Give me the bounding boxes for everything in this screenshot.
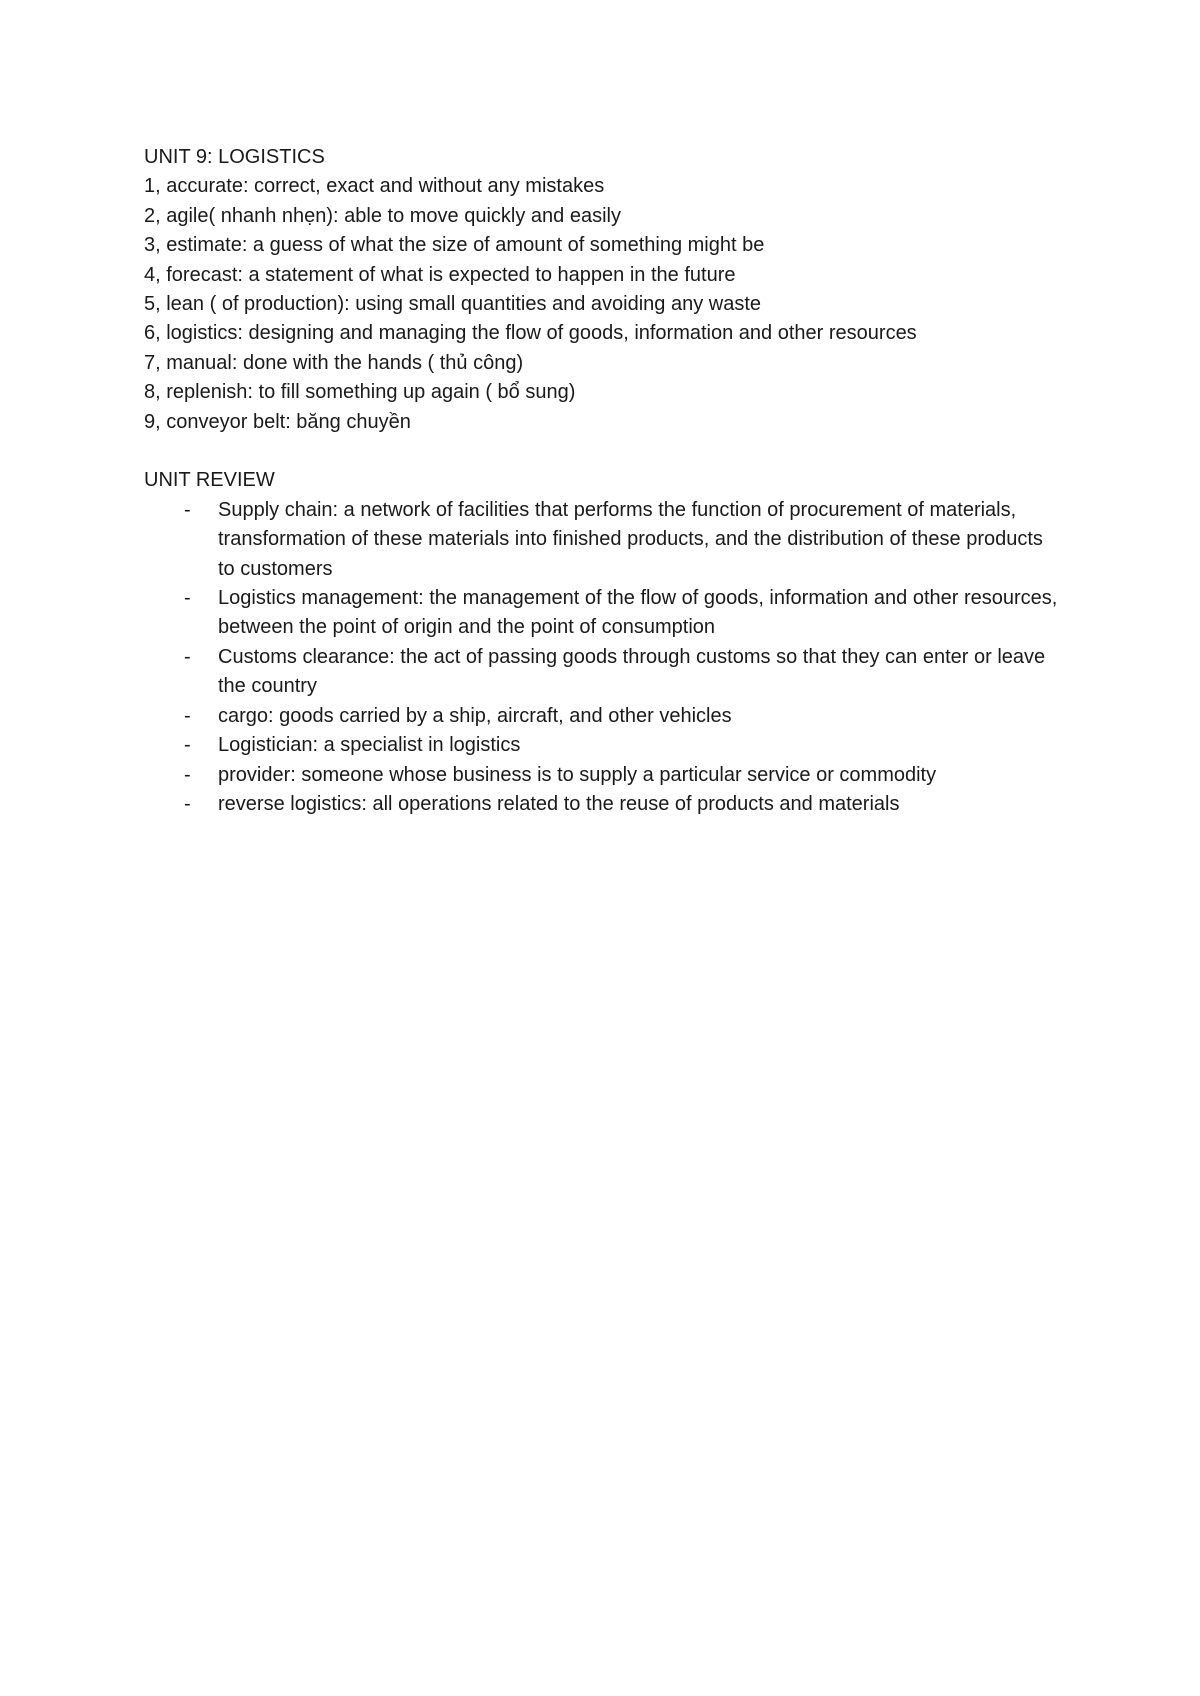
review-list-item: [144, 761, 1064, 790]
unit-review-heading: UNIT REVIEW: [144, 469, 275, 492]
review-list-item: [144, 702, 1064, 731]
review-list-item: [144, 496, 1064, 584]
unit9-item: 4, forecast: a statement of what is expected to happen in the future: [144, 263, 736, 286]
document-content: [144, 143, 1064, 819]
review-item-text: Customs clearance: the act of passing goods through customs so that they can enter or leave the country: [218, 645, 1046, 698]
review-list-item: [144, 584, 1064, 643]
unit9-item: 8, replenish: to fill something up again ( bổ sung): [144, 381, 576, 404]
review-item-text: Supply chain: a network of facilities that performs the function of procurement of materials, transformation of these materials into finished products, and the distribution of these products to customers: [218, 498, 1043, 580]
review-item-text: reverse logistics: all operations related to the reuse of products and materials: [218, 792, 900, 815]
review-item-text: Logistics management: the management of the flow of goods, information and other resources, between the point of origin and the point of consumption: [218, 587, 1058, 639]
unit9-item: 3, estimate: a guess of what the size of amount of something might be: [144, 234, 765, 257]
dash-bullet: -: [184, 498, 191, 521]
unit9-item: 7, manual: done with the hands ( thủ công): [144, 351, 524, 374]
unit9-item: 5, lean ( of production): using small quantities and avoiding any waste: [144, 293, 762, 316]
unit9-heading: UNIT 9: LOGISTICS: [144, 146, 325, 168]
review-item-text: Logistician: a specialist in logistics: [218, 734, 521, 757]
dash-bullet: -: [184, 763, 191, 786]
dash-bullet: -: [184, 587, 191, 610]
dash-bullet: -: [184, 734, 191, 757]
unit-review-list: [144, 496, 1064, 819]
review-item-text: provider: someone whose business is to supply a particular service or commodity: [218, 763, 937, 786]
section-spacer: [144, 437, 1064, 466]
review-item-text: cargo: goods carried by a ship, aircraft, and other vehicles: [218, 704, 732, 727]
review-list-item: [144, 731, 1064, 760]
unit9-item: 1, accurate: correct, exact and without any mistakes: [144, 175, 605, 198]
unit9-item: 9, conveyor belt: băng chuyền: [144, 410, 411, 433]
unit9-item: 6, logistics: designing and managing the flow of goods, information and other resources: [144, 322, 917, 345]
dash-bullet: -: [184, 792, 191, 815]
unit9-item: 2, agile( nhanh nhẹn): able to move quickly and easily: [144, 204, 621, 227]
review-list-item: [144, 790, 1064, 819]
dash-bullet: -: [184, 704, 191, 727]
dash-bullet: -: [184, 645, 191, 668]
review-list-item: [144, 643, 1064, 702]
